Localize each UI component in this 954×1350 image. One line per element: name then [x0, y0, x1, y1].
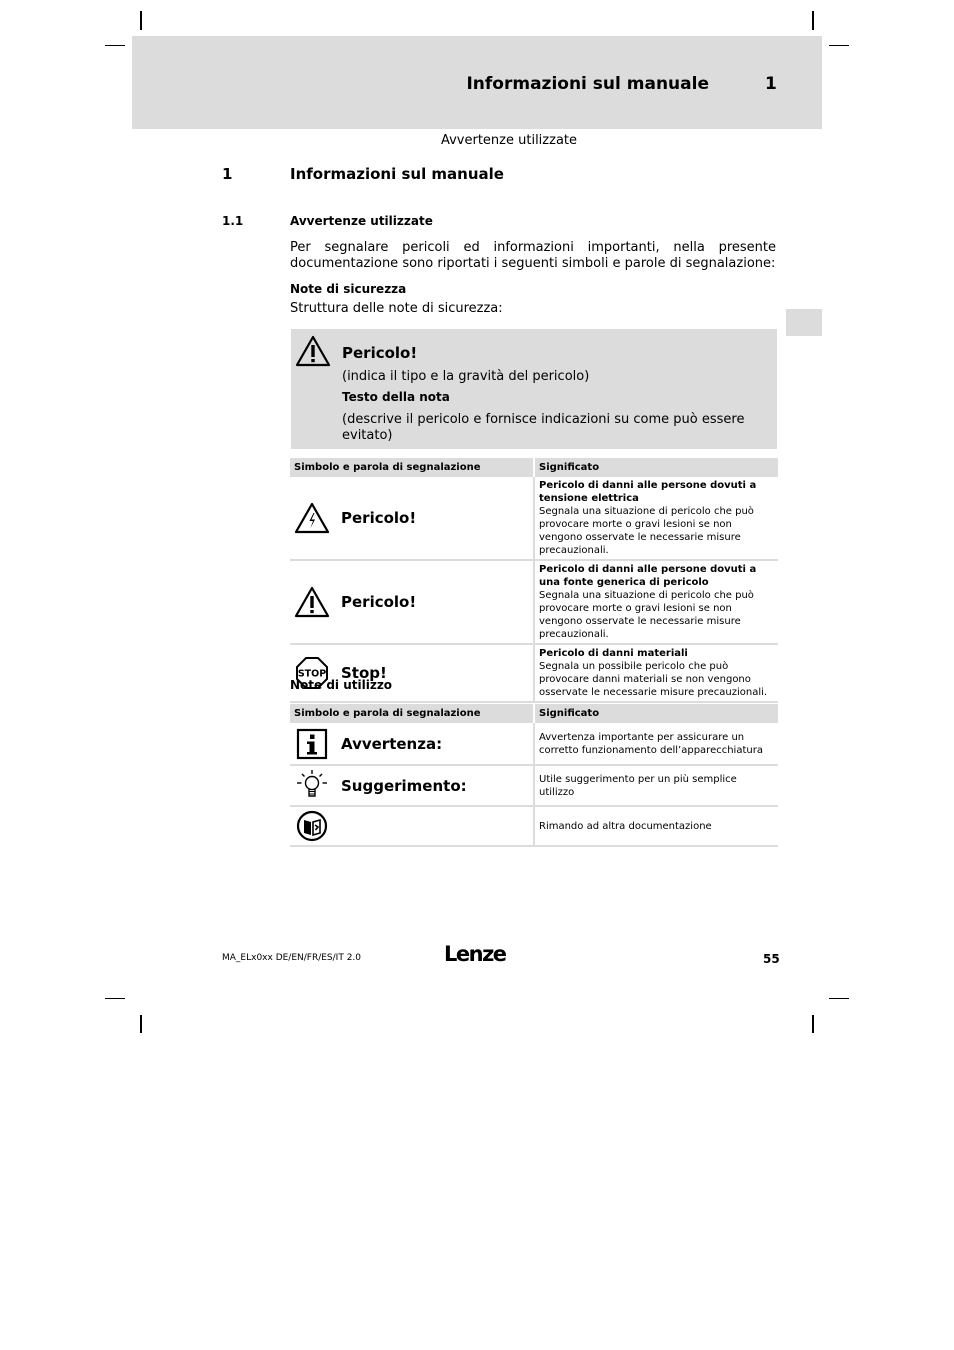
section-number: 1: [222, 165, 233, 183]
usage-notes-heading: Note di utilizzo: [290, 678, 393, 692]
svg-text:STOP: STOP: [297, 668, 327, 680]
table-row: [290, 560, 778, 644]
meaning-text: Segnala un possibile pericolo che può provocare danni materiali se non vengono osservate le necessarie misure precauzionali.: [539, 661, 768, 698]
crop-mark: [829, 998, 849, 999]
usage-signal-table: [290, 704, 778, 847]
safety-notes-heading: Note di sicurezza: [290, 282, 407, 296]
safety-note-type: (indica il tipo e la gravità del pericolo): [342, 369, 590, 384]
signal-word: Suggerimento:: [341, 776, 467, 795]
column-header: Simbolo e parola di segnalazione: [290, 458, 534, 477]
signal-word: Avvertenza:: [341, 734, 443, 753]
table-row: [290, 765, 778, 806]
meaning-text: Utile suggerimento per un più semplice utilizzo: [534, 765, 778, 806]
meaning-text: Avvertenza importante per assicurare un corretto funzionamento dell’apparecchiatura: [534, 723, 778, 765]
safety-signal-table: [290, 458, 778, 703]
column-header: Significato: [534, 704, 778, 723]
table-row: [290, 644, 778, 702]
column-header: Significato: [534, 458, 778, 477]
signal-word: Stop!: [341, 664, 387, 682]
crop-mark: [812, 11, 814, 30]
warning-triangle-icon: [295, 335, 331, 367]
table-row: [290, 723, 778, 765]
crop-mark: [105, 45, 125, 46]
page-header: [132, 36, 822, 148]
meaning-title: Pericolo di danni alle persone dovuti a tensione elettrica: [539, 480, 757, 504]
subsection-number: 1.1: [222, 214, 244, 228]
signal-word: Pericolo!: [341, 593, 417, 611]
meaning-title: Pericolo di danni materiali: [539, 648, 688, 659]
lenze-logo: Lenze: [444, 942, 506, 966]
crop-mark: [140, 11, 142, 30]
electric-hazard-icon: [294, 502, 330, 534]
safety-note-example: [291, 329, 777, 449]
column-header: Simbolo e parola di segnalazione: [290, 704, 534, 723]
page-number: 55: [763, 952, 780, 966]
table-row: [290, 806, 778, 846]
table-row: [290, 477, 778, 560]
safety-structure-label: Struttura delle note di sicurezza:: [290, 301, 503, 316]
reference-book-icon: [296, 810, 328, 842]
meaning-text: Segnala una situazione di pericolo che può provocare morte o gravi lesioni se non vengono osservate le necessarie misure precauzionali.: [539, 506, 754, 556]
general-hazard-icon: [294, 586, 330, 618]
safety-note-title: Pericolo!: [342, 344, 418, 362]
lightbulb-icon: [294, 769, 330, 803]
subsection-title: Avvertenze utilizzate: [290, 214, 433, 228]
header-chapter-number: 1: [765, 74, 777, 94]
section-title: Informazioni sul manuale: [290, 165, 504, 183]
safety-note-description: (descrive il pericolo e fornisce indicazioni su come può essere evitato): [342, 412, 745, 443]
intro-paragraph: Per segnalare pericoli ed informazioni importanti, nella presente documentazione sono riportati i seguenti simboli e parole di segnalazione:: [290, 240, 776, 271]
info-icon: [296, 728, 328, 760]
meaning-text: Segnala una situazione di pericolo che può provocare morte o gravi lesioni se non vengono osservate le necessarie misure precauzionali.: [539, 590, 754, 640]
safety-note-text-label: Testo della nota: [342, 390, 450, 404]
meaning-text: Rimando ad altra documentazione: [534, 806, 778, 846]
crop-mark: [812, 1015, 814, 1033]
crop-mark: [829, 45, 849, 46]
meaning-title: Pericolo di danni alle persone dovuti a una fonte generica di pericolo: [539, 564, 757, 588]
header-chapter-title: Informazioni sul manuale: [466, 74, 709, 94]
header-section-title: Avvertenze utilizzate: [440, 133, 577, 148]
crop-mark: [140, 1015, 142, 1033]
crop-mark: [105, 998, 125, 999]
chapter-tab-marker: [786, 309, 822, 336]
signal-word: Pericolo!: [341, 509, 417, 527]
document-id: MA_ELx0xx DE/EN/FR/ES/IT 2.0: [222, 953, 362, 963]
